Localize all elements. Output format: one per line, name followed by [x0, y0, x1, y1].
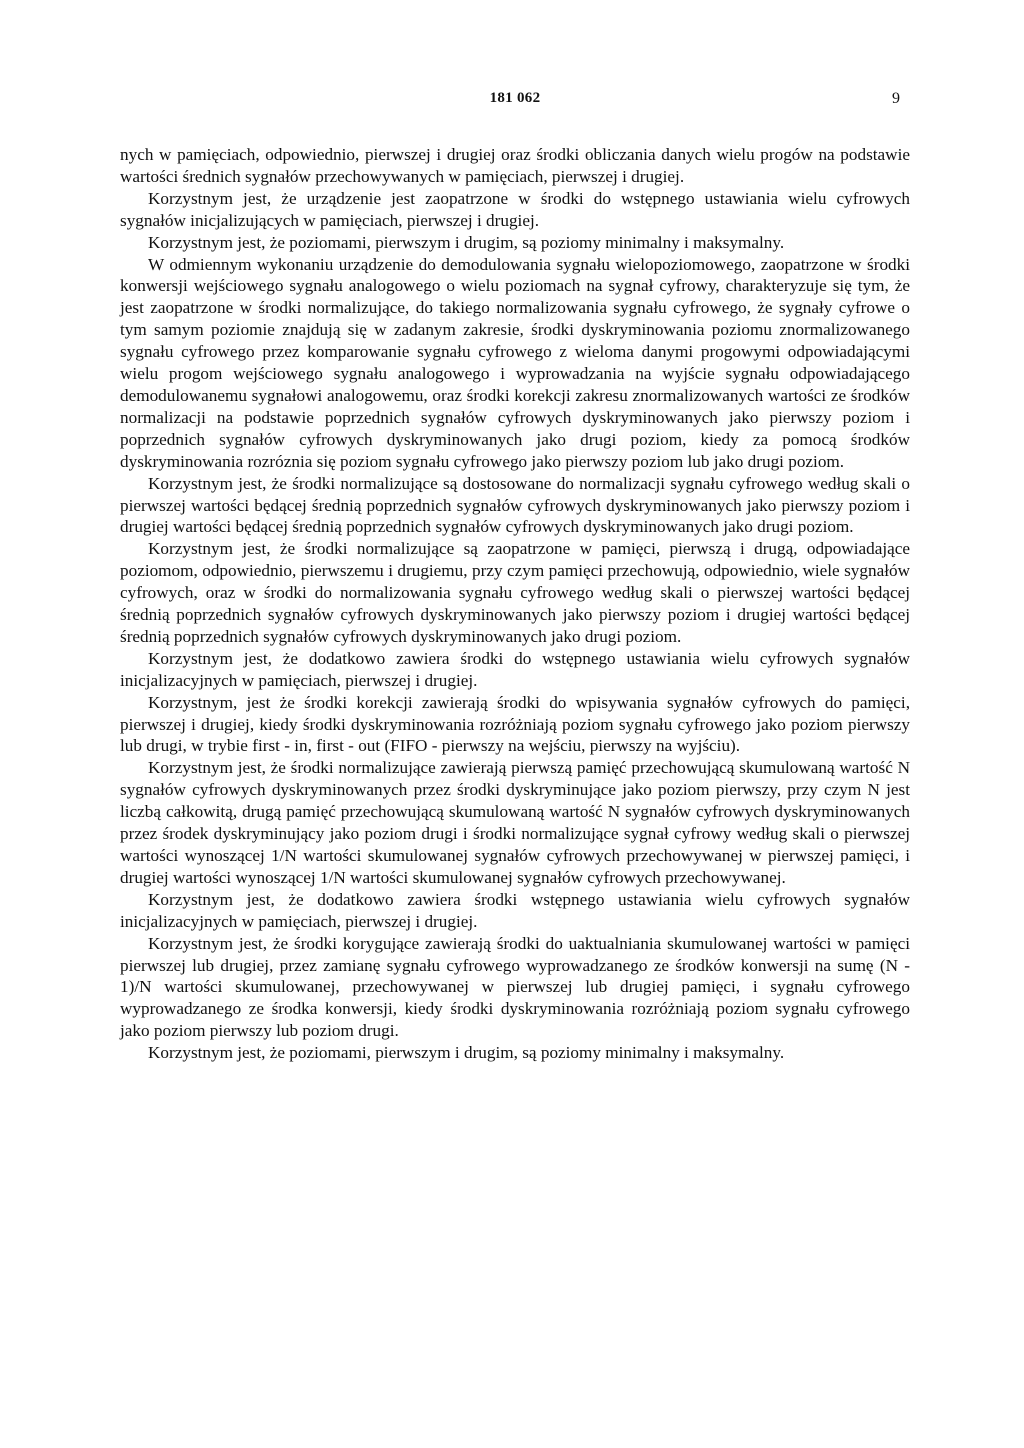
paragraph: Korzystnym jest, że dodatkowo zawiera środki do wstępnego ustawiania wielu cyfrowych sygnałów inicjalizacyjnych w pamięciach, pierwszej i drugiej. — [120, 648, 910, 690]
page-header — [120, 90, 910, 112]
paragraph: Korzystnym, jest że środki korekcji zawierają środki do wpisywania sygnałów cyfrowych do pamięci, pierwszej i drugiej, kiedy środki dyskryminowania rozróżniają poziom sygnału cyfrowego jako poziom pierwszy lub drugi, w trybie first - in, first - out (FIFO - pierwszy na wejściu, pierwszy na wyjściu). — [120, 692, 910, 756]
paragraph: Korzystnym jest, że środki normalizujące są zaopatrzone w pamięci, pierwszą i drugą, odpowiadające poziomom, odpowiednio, pierwszemu i drugiemu, przy czym pamięci przechowują, odpowiednio, wiele sygnałów cyfrowych, oraz w środki do normalizowania sygnału cyfrowego według skali o pierwszej wartości będącej średnią poprzednich sygnałów cyfrowych dyskryminowanych jako pierwszy poziom i drugiej wartości będącej średnią poprzednich sygnałów cyfrowych dyskryminowanych jako drugi poziom. — [120, 539, 910, 646]
paragraph: Korzystnym jest, że środki normalizujące zawierają pierwszą pamięć przechowującą skumulowaną wartość N sygnałów cyfrowych dyskryminowanych przez środki dyskryminujące jako poziom pierwszy, przy czym N jest liczbą całkowitą, drugą pamięć przechowującą skumulowaną wartość N sygnałów cyfrowych dyskryminowanych przez środek dyskryminujący jako poziom drugi i środki normalizujące sygnał cyfrowy według skali o pierwszej wartości wynoszącej 1/N wartości skumulowanej sygnałów cyfrowych przechowywanej w pierwszej pamięci, i drugiej wartości wynoszącej 1/N wartości skumulowanej sygnałów cyfrowych przechowywanej. — [120, 758, 910, 887]
paragraph: Korzystnym jest, że środki korygujące zawierają środki do uaktualniania skumulowanej wartości w pamięci pierwszej lub drugiej, przez zamianę sygnału cyfrowego wyprowadzanego ze środków konwersji na sumę (N - 1)/N wartości skumulowanej, przechowywanej w pierwszej lub drugiej pamięci, i sygnału cyfrowego wyprowadzanego ze środka konwersji, kiedy środki dyskryminowania rozróżniają poziom sygnału cyfrowego jako poziom pierwszy lub poziom drugi. — [120, 933, 910, 1041]
patent-number: 181 062 — [489, 90, 541, 106]
paragraph: Korzystnym jest, że środki normalizujące są dostosowane do normalizacji sygnału cyfrowego według skali o pierwszej wartości będącej średnią poprzednich sygnałów cyfrowych dyskryminowanych jako pierwszy poziom i drugiej wartości będącej średnią poprzednich sygnałów cyfrowych dyskryminowanych jako drugi poziom. — [120, 473, 910, 537]
paragraph: Korzystnym jest, że poziomami, pierwszym i drugim, są poziomy minimalny i maksymalny. — [148, 232, 785, 252]
paragraph: W odmiennym wykonaniu urządzenie do demodulowania sygnału wielopoziomowego, zaopatrzone w środki konwersji wejściowego sygnału analogowego o wielu poziomach na sygnał cyfrowy, charakteryzuje się tym, że jest zaopatrzone w środki normalizujące, do takiego normalizowania sygnału cyfrowego, że sygnały cyfrowe o tym samym poziomie znajdują się w zadanym zakresie, środki dyskryminowania poziomu znormalizowanego sygnału cyfrowego przez komparowanie sygnału cyfrowego z wieloma danymi progowymi odpowiadającymi wielu progom wejściowego sygnału analogowego i wyprowadzania na wyjście sygnału odpowiadającego demodulowanemu sygnałowi analogowemu, oraz środki korekcji zakresu znormalizowanych wartości ze środków normalizacji na podstawie poprzednich sygnałów cyfrowych dyskryminowanych jako pierwszy poziom i poprzednich sygnałów cyfrowych dyskryminowanych jako drugi poziom, kiedy za pomocą środków dyskryminowania rozróznia się poziom sygnału cyfrowego jako pierwszy poziom lub jako drugi poziom. — [120, 254, 910, 471]
paragraph: Korzystnym jest, że dodatkowo zawiera środki wstępnego ustawiania wielu cyfrowych sygnałów inicjalizacyjnych w pamięciach, pierwszej i drugiej. — [120, 889, 910, 931]
paragraph: Korzystnym jest, że urządzenie jest zaopatrzone w środki do wstępnego ustawiania wielu cyfrowych sygnałów inicjalizujących w pamięciach, pierwszej i drugiej. — [120, 188, 910, 230]
paragraph: Korzystnym jest, że poziomami, pierwszym i drugim, są poziomy minimalny i maksymalny. — [148, 1043, 785, 1063]
document-body — [120, 144, 910, 1064]
paragraph: nych w pamięciach, odpowiednio, pierwszej i drugiej oraz środki obliczania danych wielu progów na podstawie wartości średnich sygnałów przechowywanych w pamięciach, pierwszej i drugiej. — [120, 145, 910, 186]
page-number: 9 — [892, 90, 900, 107]
